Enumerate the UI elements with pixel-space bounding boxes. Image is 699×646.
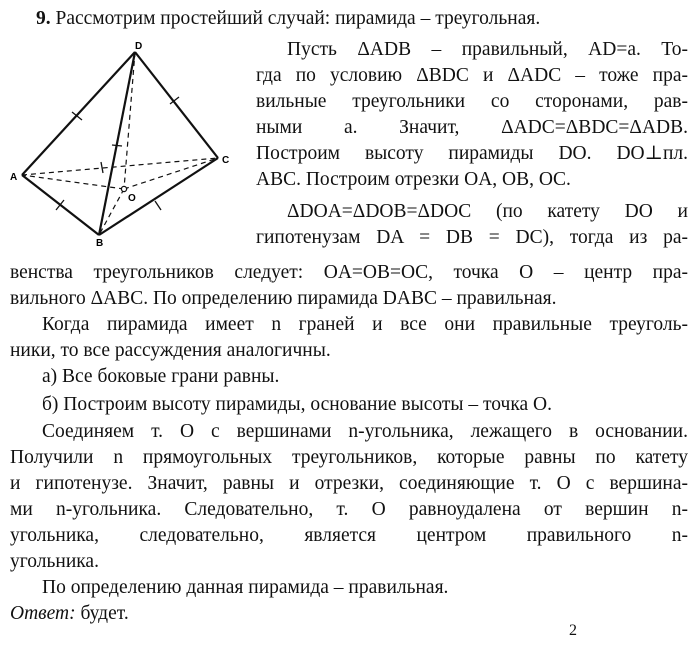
point-o (121, 186, 126, 191)
edge-bc (99, 158, 218, 235)
text-line-17: и гипотенузе. Значит, равны и отрезки, соединяющие т. O с вершина- (10, 473, 688, 494)
text-line-10: вильного ΔABC. По определению пирамида DABC – правильная. (10, 288, 557, 309)
label-a: A (10, 172, 18, 183)
answer-line (10, 601, 129, 627)
text-line-14: б) Построим высоту пирамиды, основание высоты – точка O. (42, 394, 552, 415)
tick-db (112, 145, 122, 146)
label-b: B (96, 238, 104, 249)
text-line-5: Построим высоту пирамиды DO. DO⊥пл. (256, 143, 688, 164)
text-line-4: ными a. Значит, ΔADC=ΔBDC=ΔADB. (256, 117, 688, 138)
text-line-20: угольника. (10, 551, 99, 572)
text-line-7: ΔDOA=ΔDOB=ΔDOC (по катету DO и (287, 201, 688, 222)
text-line-12: ники, то все рассуждения аналогичны. (10, 340, 331, 361)
text-line-6: ABC. Построим отрезки OA, OB, OC. (256, 169, 571, 190)
label-o: O (128, 193, 136, 204)
problem-title: Рассмотрим простейший случай: пирамида – треугольная. (55, 8, 541, 29)
tick-bc (155, 201, 161, 210)
text-line-18: ми n-угольника. Следовательно, т. O равноудалена от вершин n- (10, 499, 688, 520)
text-line-1: Пусть ΔADB – правильный, AD=a. То- (287, 39, 688, 60)
text-line-16: Получили n прямоугольных треугольников, которые равны по катету (10, 447, 688, 468)
text-line-9: венства треугольников следует: OA=OB=OC, точка O – центр пра- (10, 262, 688, 283)
text-line-15: Соединяем т. O с вершинами n-угольника, лежащего в основании. (42, 421, 688, 442)
pyramid-figure (8, 40, 248, 250)
height-do (124, 52, 135, 189)
answer-label: Ответ: (10, 603, 76, 624)
edge-da (22, 52, 135, 175)
problem-heading (36, 6, 540, 32)
problem-number: 9. (36, 8, 51, 29)
text-line-21: По определению данная пирамида – правильная. (42, 577, 449, 598)
label-c: C (222, 155, 230, 166)
text-line-2: гда по условию ΔBDC и ΔADC – тоже пра- (256, 65, 688, 86)
corner-mark: 2 (569, 622, 577, 639)
text-line-13: а) Все боковые грани равны. (42, 366, 280, 387)
text-line-11: Когда пирамида имеет n граней и все они правильные треуголь- (42, 314, 688, 335)
answer-text: будет. (75, 603, 129, 624)
edge-db (99, 52, 135, 235)
edge-ac-hidden (22, 158, 218, 175)
text-line-8: гипотенузам DA = DB = DC), тогда из ра- (256, 227, 688, 248)
text-line-19: угольника, следовательно, является центром правильного n- (10, 525, 688, 546)
label-d: D (135, 41, 143, 52)
edge-dc (135, 52, 218, 158)
text-line-3: вильные треугольники со сторонами, рав- (256, 91, 688, 112)
segment-oc (124, 158, 218, 189)
